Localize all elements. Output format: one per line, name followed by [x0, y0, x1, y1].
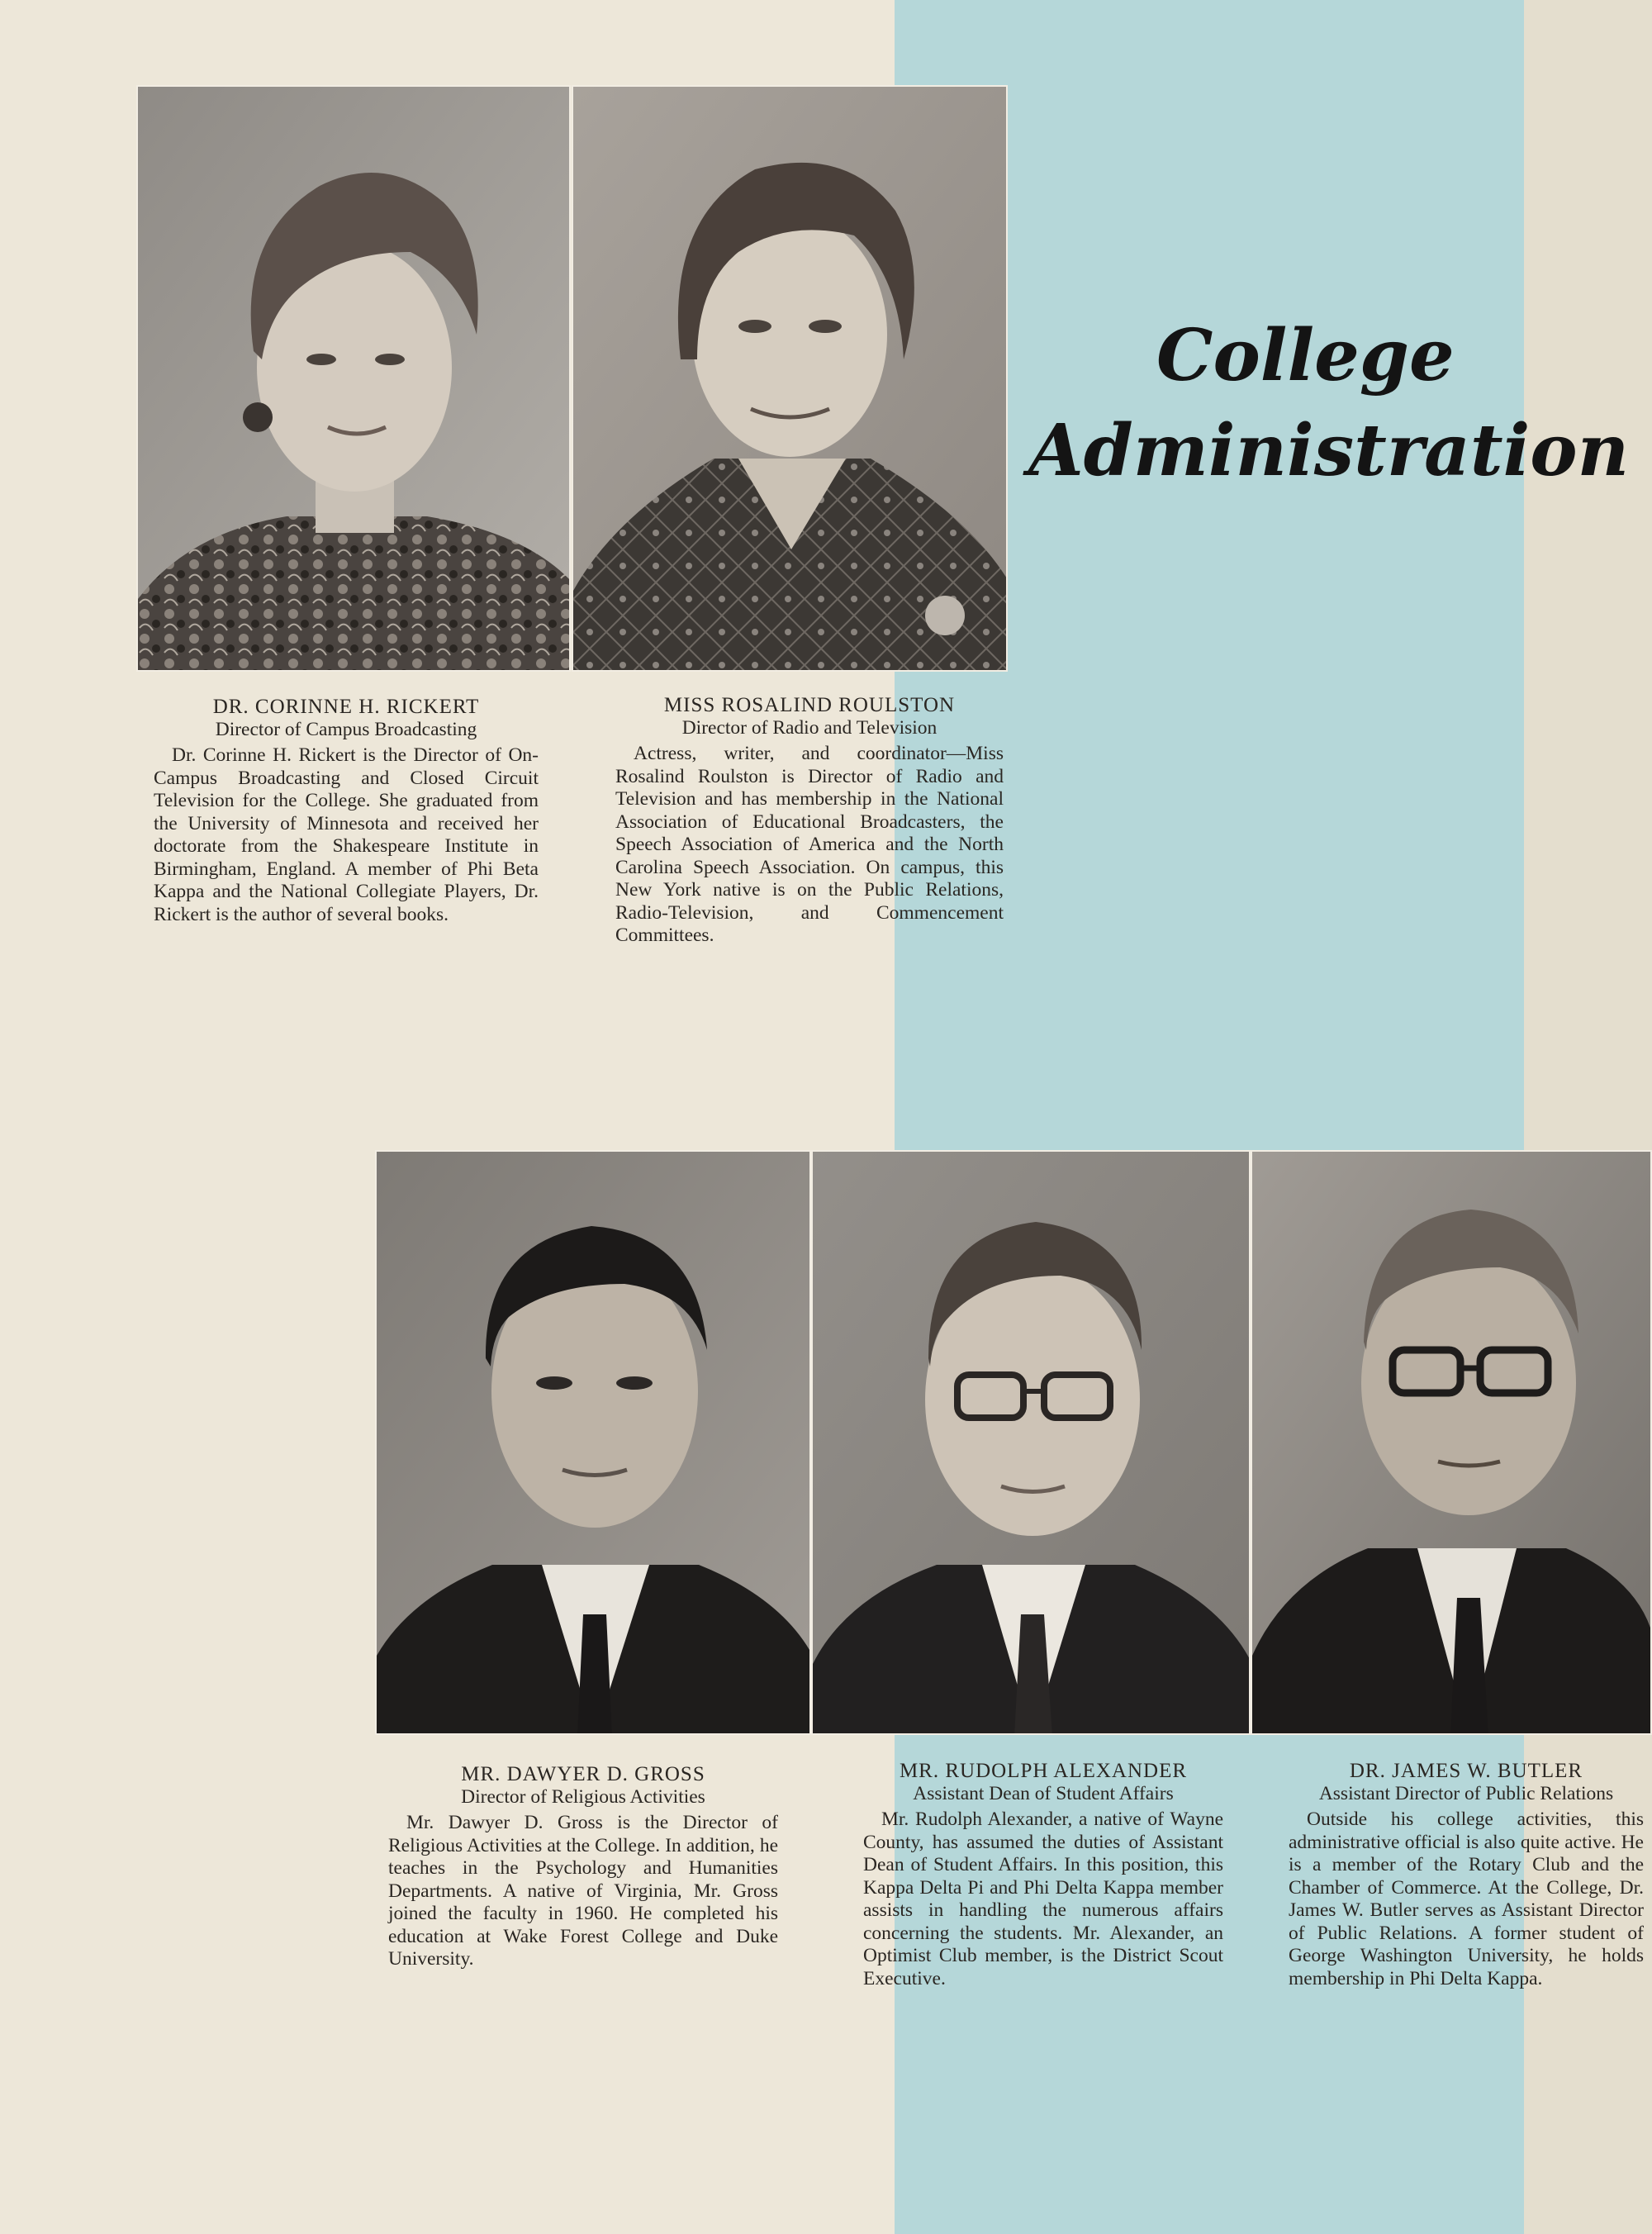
person-bio: Mr. Dawyer D. Gross is the Director of Religious Activities at the College. In addition, he teaches in the Psychology and Humanities Departments. A native of Virginia, Mr. Gross joined the faculty in 1960. He completed his education at Wake Forest College and Duke University. [388, 1812, 778, 1970]
person-name: MR. DAWYER D. GROSS [461, 1763, 705, 1785]
portrait-gross-icon [377, 1152, 811, 1735]
bio-roulston [615, 694, 1004, 948]
person-bio: Mr. Rudolph Alexander, a native of Wayne County, has assumed the duties of Assistant Dean of Student Affairs. In this position, this Kappa Delta Pi and Phi Delta Kappa member assists in handling the numerous affairs concerning the students. Mr. Alexander, an Optimist Club member, is the District Scout Executive. [863, 1809, 1223, 1989]
person-name: MISS ROSALIND ROULSTON [663, 694, 956, 716]
bio-gross [388, 1763, 778, 1971]
portrait-rickert-icon [138, 87, 571, 672]
bio-alexander [863, 1760, 1223, 1990]
portrait-photo-rickert [136, 85, 571, 672]
person-title: Director of Campus Broadcasting [215, 718, 477, 740]
section-heading-college: College [1156, 314, 1455, 397]
portrait-butler-icon [1252, 1152, 1652, 1735]
person-name: DR. CORINNE H. RICKERT [212, 696, 480, 718]
section-heading-administration: Administration [1028, 409, 1630, 492]
person-name: DR. JAMES W. BUTLER [1349, 1760, 1583, 1782]
person-title: Assistant Dean of Student Affairs [913, 1782, 1174, 1804]
person-bio: Dr. Corinne H. Rickert is the Director of On-Campus Broadcasting and Closed Circuit Television for the College. She graduated from the University of Minnesota and received her doctorate from the Shakespeare Institute in Birmingham, England. A member of Phi Beta Kappa and the National Collegiate Players, Dr. Rickert is the author of several books. [154, 744, 539, 925]
portrait-photo-roulston [572, 85, 1008, 672]
person-title: Assistant Director of Public Relations [1318, 1782, 1614, 1804]
bio-rickert [154, 696, 539, 926]
portrait-photo-alexander [811, 1150, 1251, 1735]
person-name: MR. RUDOLPH ALEXANDER [899, 1760, 1188, 1782]
portrait-alexander-icon [813, 1152, 1251, 1735]
portrait-photo-butler [1251, 1150, 1652, 1735]
person-title: Director of Radio and Television [681, 716, 938, 739]
person-bio: Outside his college activities, this administrative official is also quite active. He is a member of the Rotary Club and the Chamber of Commerce. At the College, Dr. James W. Butler serves as Assistant Director of Public Relations. A former student of George Washington University, he holds membership in Phi Delta Kappa. [1289, 1809, 1644, 1989]
bio-butler [1289, 1760, 1644, 1990]
person-title: Director of Religious Activities [461, 1785, 705, 1808]
portrait-photo-gross [375, 1150, 811, 1735]
person-bio: Actress, writer, and coordinator—Miss Rosalind Roulston is Director of Radio and Television and has membership in the National Association of Educational Broadcasters, the Speech Association of America and the North Carolina Speech Association. On campus, this New York native is on the Public Relations, Radio-Television, and Commencement Committees. [615, 743, 1004, 946]
portrait-roulston-icon [573, 87, 1008, 672]
